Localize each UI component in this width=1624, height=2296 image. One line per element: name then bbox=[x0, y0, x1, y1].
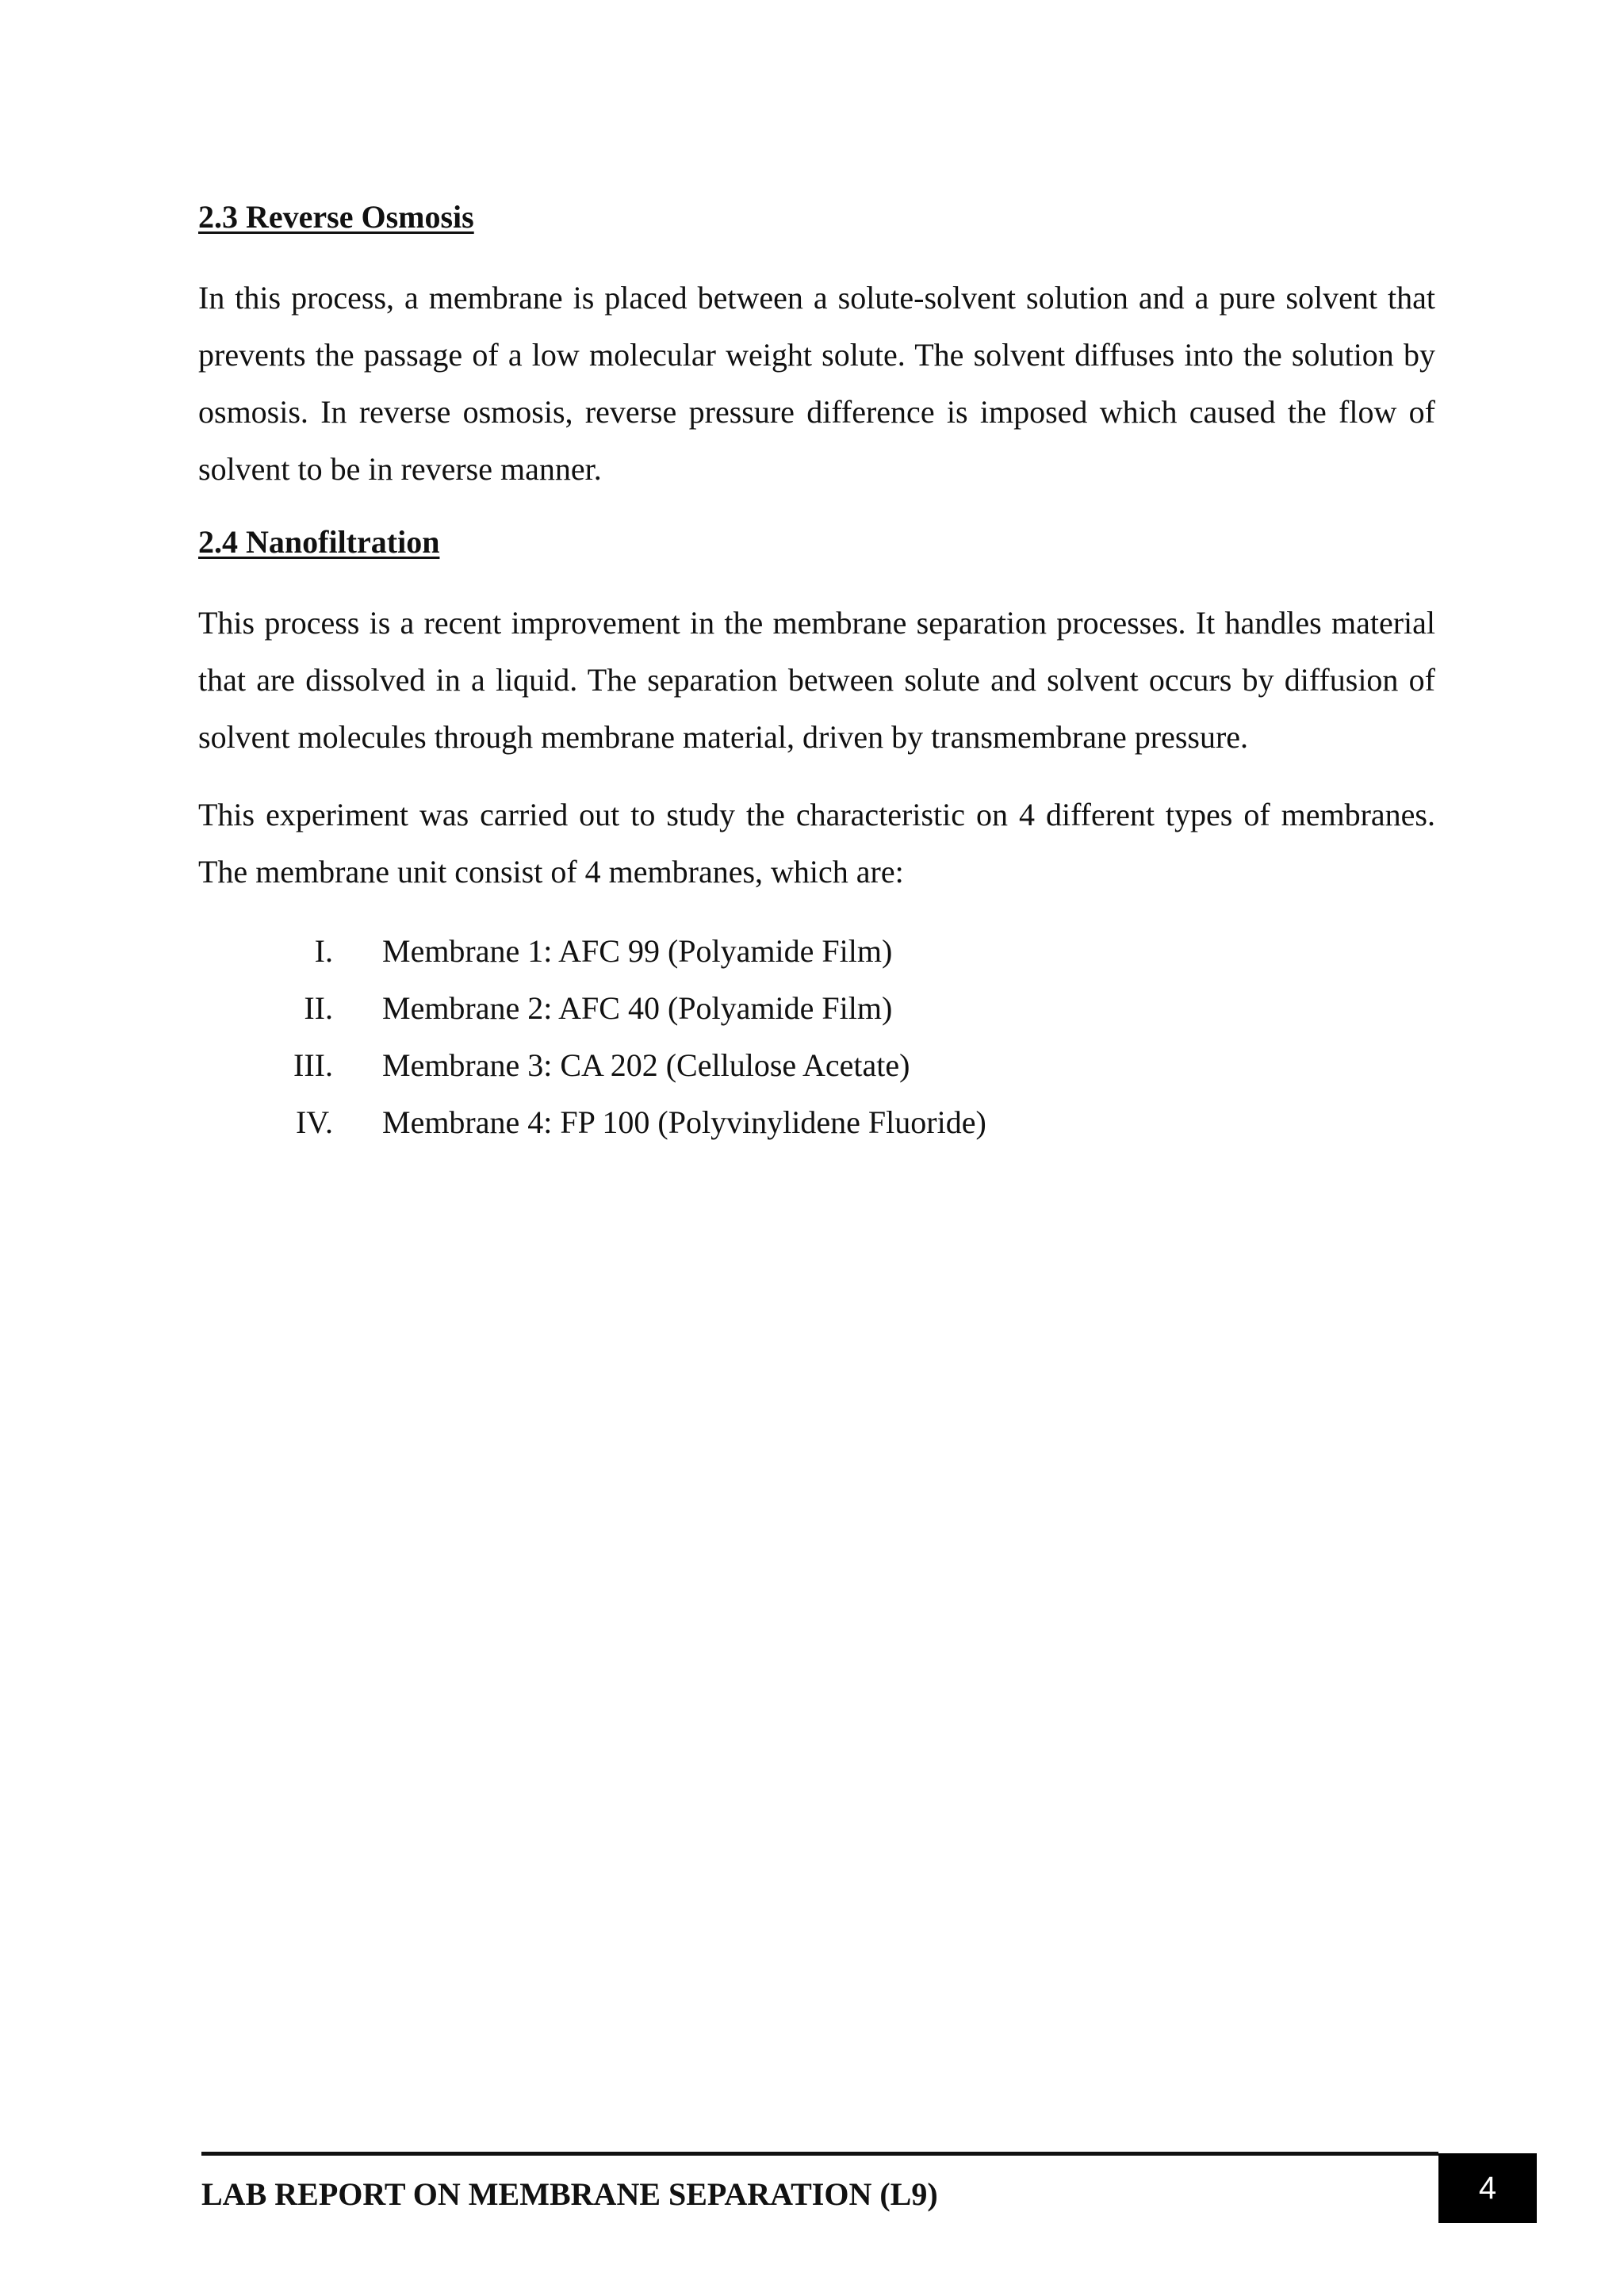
page-content bbox=[198, 193, 1435, 1151]
page-number: 4 bbox=[1478, 2170, 1497, 2206]
membrane-list bbox=[198, 923, 1435, 1151]
list-item bbox=[198, 923, 1435, 980]
section-nanofiltration bbox=[198, 519, 1435, 901]
paragraph: This experiment was carried out to study the characteristic on 4 different types of membranes. The membrane unit consist of 4 membranes, which are: bbox=[198, 797, 1435, 890]
paragraph: In this process, a membrane is placed between a solute-solvent solution and a pure solvent that prevents the passage of a low molecular weight solute. The solvent diffuses into the solution by osmosis. In reverse osmosis, reverse pressure difference is imposed which caused the flow of solvent to be in reverse manner. bbox=[198, 280, 1435, 487]
list-text: Membrane 3: CA 202 (Cellulose Acetate) bbox=[382, 1047, 910, 1083]
list-item bbox=[198, 1037, 1435, 1094]
list-item bbox=[198, 1094, 1435, 1151]
list-numeral: II. bbox=[304, 990, 333, 1026]
list-text: Membrane 1: AFC 99 (Polyamide Film) bbox=[382, 933, 893, 969]
paragraph: This process is a recent improvement in the membrane separation processes. It handles material that are dissolved in a liquid. The separation between solute and solvent occurs by diffusion of solvent molecules through membrane material, driven by transmembrane pressure. bbox=[198, 605, 1435, 755]
page-number-badge bbox=[1438, 2153, 1537, 2223]
list-numeral: IV. bbox=[295, 1104, 333, 1140]
section-heading: 2.3 Reverse Osmosis bbox=[198, 199, 474, 235]
list-text: Membrane 2: AFC 40 (Polyamide Film) bbox=[382, 990, 893, 1026]
section-reverse-osmosis bbox=[198, 193, 1435, 498]
list-numeral: III. bbox=[293, 1047, 333, 1083]
section-heading: 2.4 Nanofiltration bbox=[198, 524, 440, 560]
footer-divider bbox=[201, 2152, 1438, 2156]
list-item bbox=[198, 980, 1435, 1037]
list-text: Membrane 4: FP 100 (Polyvinylidene Fluoride) bbox=[382, 1104, 986, 1140]
footer-title: LAB REPORT ON MEMBRANE SEPARATION (L9) bbox=[201, 2176, 938, 2212]
list-numeral: I. bbox=[314, 933, 333, 969]
